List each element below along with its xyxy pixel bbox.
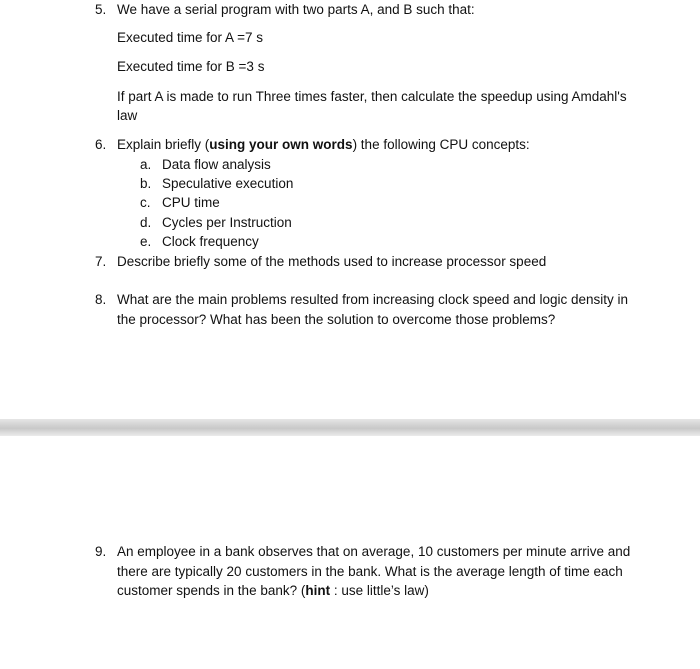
question-5-time-a: Executed time for A =7 s	[117, 30, 263, 45]
list-item: CPU time	[162, 195, 220, 210]
question-6-text-bold: using your own words	[209, 137, 353, 152]
list-item-marker: c.	[140, 195, 151, 210]
list-item: Speculative execution	[162, 176, 294, 191]
list-item: Data flow analysis	[162, 157, 271, 172]
question-9-hint-label: hint	[305, 583, 331, 598]
question-7-text: Describe briefly some of the methods used to increase processor speed	[117, 254, 547, 269]
question-5-line-5: law	[117, 108, 138, 123]
question-9-line-1: An employee in a bank observes that on average, 10 customers per minute arrive and	[117, 544, 631, 559]
question-6-text-post: ) the following CPU concepts:	[352, 137, 530, 152]
question-8-line-2: the processor? What has been the solution to overcome those problems?	[117, 312, 556, 327]
list-item: Cycles per Instruction	[162, 215, 292, 230]
list-item-marker: b.	[140, 176, 152, 191]
list-item-marker: a.	[140, 157, 152, 172]
question-5-text: We have a serial program with two parts A, and B such that:	[117, 2, 475, 17]
question-7-number: 7.	[95, 254, 107, 269]
question-8-number: 8.	[95, 292, 107, 307]
question-5-time-b: Executed time for B =3 s	[117, 59, 265, 74]
question-6-text-pre: Explain briefly (	[117, 137, 210, 152]
page-separator	[0, 419, 700, 436]
question-6-text	[117, 135, 530, 154]
question-6-number: 6.	[95, 137, 107, 152]
question-9-line-3-post: : use little’s law)	[330, 583, 429, 598]
question-8-line-1: What are the main problems resulted from increasing clock speed and logic density in	[117, 292, 629, 307]
question-5-number: 5.	[95, 2, 107, 17]
question-9-line-2: there are typically 20 customers in the bank. What is the average length of time each	[117, 564, 623, 579]
list-item: Clock frequency	[162, 234, 259, 249]
question-9-line-3-pre: customer spends in the bank? (	[117, 583, 306, 598]
list-item-marker: e.	[140, 234, 152, 249]
question-9-line-3	[117, 581, 429, 600]
question-5-line-4: If part A is made to run Three times faster, then calculate the speedup using Amdahl's	[117, 89, 627, 104]
question-9-number: 9.	[95, 544, 107, 559]
list-item-marker: d.	[140, 215, 152, 230]
